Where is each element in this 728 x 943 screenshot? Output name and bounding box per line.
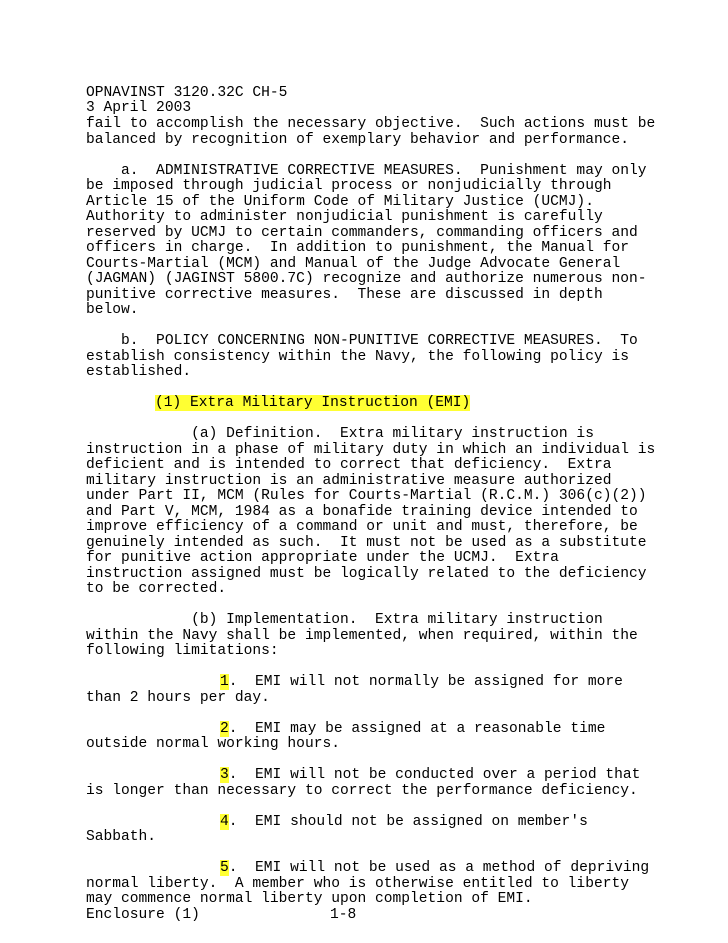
document-id: OPNAVINST 3120.32C CH-5 xyxy=(86,85,288,101)
implementation-line: (b) Implementation. Extra military instruction xyxy=(86,612,603,628)
definition-line: under Part II, MCM (Rules for Courts-Martial (R.C.M.) 306(c)(2)) xyxy=(86,488,647,504)
document-date: 3 April 2003 xyxy=(86,100,192,116)
intro-line: fail to accomplish the necessary objective. Such actions must be xyxy=(86,116,656,132)
para-a-line: Authority to administer nonjudicial punishment is carefully xyxy=(86,209,603,225)
list-item-first-line: 5. EMI will not be used as a method of depriving xyxy=(220,860,650,876)
list-item-first-line: 4. EMI should not be assigned on member's xyxy=(220,814,588,830)
footer-enclosure: Enclosure (1) xyxy=(86,907,200,923)
definition-line: instruction assigned must be logically related to the deficiency xyxy=(86,566,647,582)
list-item-line: than 2 hours per day. xyxy=(86,690,270,706)
list-item-line: outside normal working hours. xyxy=(86,736,340,752)
definition-line: for punitive action appropriate under the UCMJ. Extra xyxy=(86,550,559,566)
list-item-line: is longer than necessary to correct the performance deficiency. xyxy=(86,783,638,799)
list-item-line: may commence normal liberty upon completion of EMI. xyxy=(86,891,533,907)
para-b-line: established. xyxy=(86,364,192,380)
definition-line: deficient and is intended to correct that deficiency. Extra xyxy=(86,457,612,473)
section-heading xyxy=(155,396,470,411)
definition-line: instruction in a phase of military duty in which an individual is xyxy=(86,442,656,458)
page-number: 1-8 xyxy=(330,907,357,923)
definition-line: and Part V, MCM, 1984 as a bonafide training device intended to xyxy=(86,504,638,520)
definition-line: (a) Definition. Extra military instruction is xyxy=(86,426,594,442)
item-number: 1 xyxy=(220,674,229,690)
para-a-line: Article 15 of the Uniform Code of Military Justice (UCMJ). xyxy=(86,194,594,210)
definition-line: to be corrected. xyxy=(86,581,227,597)
para-a-line: a. ADMINISTRATIVE CORRECTIVE MEASURES. Punishment may only xyxy=(86,163,647,179)
implementation-line: following limitations: xyxy=(86,643,279,659)
list-item-line: Sabbath. xyxy=(86,829,157,845)
item-number: 5 xyxy=(220,860,229,876)
highlighted-heading: (1) Extra Military Instruction (EMI) xyxy=(155,395,471,411)
item-number: 3 xyxy=(220,767,229,783)
para-a-line: below. xyxy=(86,302,139,318)
para-b-line: establish consistency within the Navy, the following policy is xyxy=(86,349,629,365)
definition-line: improve efficiency of a command or unit and must, therefore, be xyxy=(86,519,638,535)
definition-line: genuinely intended as such. It must not be used as a substitute xyxy=(86,535,647,551)
item-number: 4 xyxy=(220,814,229,830)
para-a-line: punitive corrective measures. These are discussed in depth xyxy=(86,287,603,303)
implementation-line: within the Navy shall be implemented, when required, within the xyxy=(86,628,638,644)
para-a-line: be imposed through judicial process or nonjudicially through xyxy=(86,178,612,194)
para-a-line: Courts-Martial (MCM) and Manual of the Judge Advocate General xyxy=(86,256,621,272)
para-b-line: b. POLICY CONCERNING NON-PUNITIVE CORRECTIVE MEASURES. To xyxy=(86,333,638,349)
list-item-line: normal liberty. A member who is otherwise entitled to liberty xyxy=(86,876,629,892)
list-item-first-line: 3. EMI will not be conducted over a period that xyxy=(220,767,641,783)
list-item-first-line: 1. EMI will not normally be assigned for more xyxy=(220,674,623,690)
item-number: 2 xyxy=(220,721,229,737)
definition-line: military instruction is an administrative measure authorized xyxy=(86,473,612,489)
para-a-line: officers in charge. In addition to punishment, the Manual for xyxy=(86,240,629,256)
intro-line: balanced by recognition of exemplary behavior and performance. xyxy=(86,132,629,148)
para-a-line: (JAGMAN) (JAGINST 5800.7C) recognize and authorize numerous non- xyxy=(86,271,647,287)
list-item-first-line: 2. EMI may be assigned at a reasonable time xyxy=(220,721,606,737)
para-a-line: reserved by UCMJ to certain commanders, commanding officers and xyxy=(86,225,638,241)
